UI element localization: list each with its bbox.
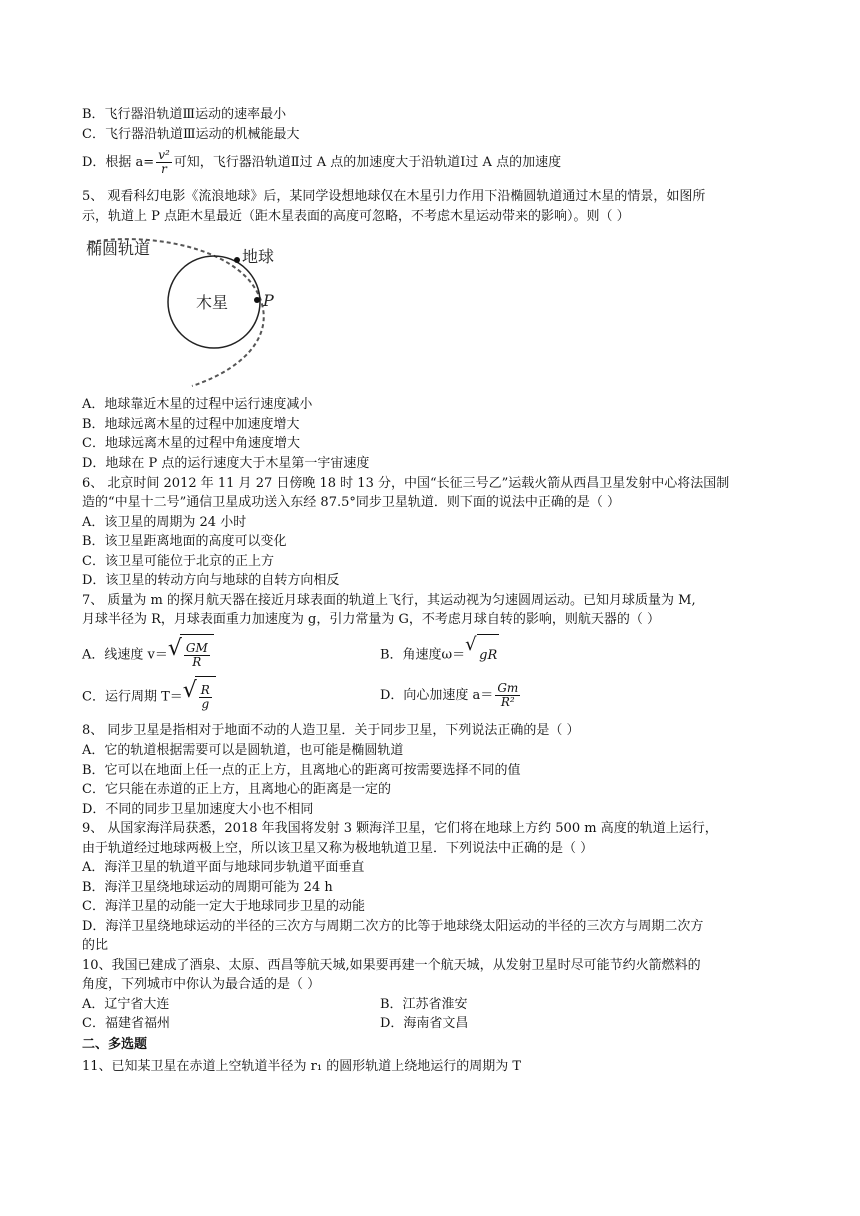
question-7-line-2: 月球半径为 R，月球表面重力加速度为 g，引力常量为 G，不考虑月球自转的影响，则航天器的（ ） bbox=[82, 612, 661, 627]
earth-label: 地球 bbox=[242, 247, 275, 266]
question-9-line-2: 由于轨道经过地球两极上空，所以该卫星又称为极地轨道卫星．下列说法中正确的是（ ） bbox=[82, 841, 594, 856]
question-8: 8、 同步卫星是指相对于地面不动的人造卫星．关于同步卫星，下列说法正确的是（ ） bbox=[82, 723, 580, 738]
orbit-label: 椭圆轨道 bbox=[86, 239, 151, 258]
q7-option-a: A．线速度 v＝ √ $\frac{GM}{R}$ bbox=[82, 634, 214, 676]
question-6-line-1: 6、 北京时间 2012 年 11 月 27 日傍晚 18 时 13 分，中国“长征三号乙”运载火箭从西昌卫星发射中心将法国制 bbox=[82, 476, 730, 491]
jupiter-label: 木星 bbox=[196, 293, 229, 312]
question-9-line-1: 9、 从国家海洋局获悉，2018 年我国将发射 3 颗海洋卫星，它们将在地球上方约 500 m 高度的轨道上运行， bbox=[82, 821, 718, 836]
q9-option-a: A．海洋卫星的轨道平面与地球同步轨道平面垂直 bbox=[82, 860, 365, 875]
option-c-prev: C．飞行器沿轨道Ⅲ运动的机械能最大 bbox=[82, 127, 300, 142]
earth-dot bbox=[234, 257, 240, 263]
q5-option-b: B．地球远离木星的过程中加速度增大 bbox=[82, 417, 300, 432]
q7-option-b: B．角速度ω＝ √ gR bbox=[380, 634, 499, 676]
q9-option-d-line-1: D．海洋卫星绕地球运动的半径的三次方与周期二次方的比等于地球绕太阳运动的半径的三次方与周期二次方 bbox=[82, 919, 704, 934]
q8-option-b: B．它可以在地面上任一点的正上方，且离地心的距离可按需要选择不同的值 bbox=[82, 763, 521, 778]
q5-option-d: D．地球在 P 点的运行速度大于木星第一宇宙速度 bbox=[82, 456, 370, 471]
q5-option-c: C．地球远离木星的过程中角速度增大 bbox=[82, 436, 300, 451]
q9-option-b: B．海洋卫星绕地球运动的周期可能为 24 h bbox=[82, 880, 333, 895]
q6-option-c: C．该卫星可能位于北京的正上方 bbox=[82, 554, 274, 569]
q7-option-c: C．运行周期 T＝ √ $\frac{R}{g}$ bbox=[82, 676, 216, 718]
q9-option-c: C．海洋卫星的动能一定大于地球同步卫星的动能 bbox=[82, 899, 365, 914]
jupiter-orbit-diagram bbox=[82, 228, 292, 388]
option-d-prev: D．根据 a= $\frac{\text{v²}}{r}$ 可知，飞行器沿轨道Ⅱ过 A 点的加速度大于沿轨道Ⅰ过 A 点的加速度 bbox=[82, 148, 562, 176]
q8-option-a: A．它的轨道根据需要可以是圆轨道，也可能是椭圆轨道 bbox=[82, 743, 404, 758]
section-heading-multiple-choice: 二、多选题 bbox=[82, 1037, 148, 1052]
question-6-line-2: 造的“中星十二号”通信卫星成功送入东经 87.5°同步卫星轨道．则下面的说法中正确的是（ ） bbox=[82, 495, 621, 510]
q10-option-a: A．辽宁省大连 bbox=[82, 997, 170, 1012]
q10-option-c: C．福建省福州 bbox=[82, 1016, 170, 1031]
question-11: 11、已知某卫星在赤道上空轨道半径为 r₁ 的圆形轨道上绕地运行的周期为 T bbox=[82, 1059, 522, 1074]
q10-option-d: D．海南省文昌 bbox=[380, 1016, 469, 1031]
question-10-line-1: 10、我国已建成了酒泉、太原、西昌等航天城,如果要再建一个航天城，从发射卫星时尽可能节约火箭燃料的 bbox=[82, 958, 701, 973]
q6-option-a: A．该卫星的周期为 24 小时 bbox=[82, 515, 247, 530]
q8-option-d: D．不同的同步卫星加速度大小也不相同 bbox=[82, 802, 314, 817]
q7-option-d: D．向心加速度 a＝ $\frac{Gm}{\text{R²}}$ bbox=[380, 681, 519, 709]
question-5-line-2: 示，轨道上 P 点距木星最近（距木星表面的高度可忽略，不考虑木星运动带来的影响）。则（ ） bbox=[82, 209, 630, 224]
question-7-line-1: 7、 质量为 m 的探月航天器在接近月球表面的轨道上飞行，其运动视为匀速圆周运动。已知月球质量为 M, bbox=[82, 593, 696, 608]
point-p-dot bbox=[254, 297, 260, 303]
q6-option-b: B．该卫星距离地面的高度可以变化 bbox=[82, 534, 287, 549]
q6-option-d: D．该卫星的转动方向与地球的自转方向相反 bbox=[82, 573, 340, 588]
question-5-line-1: 5、 观看科幻电影《流浪地球》后，某同学设想地球仅在木星引力作用下沿椭圆轨道通过木星的情景，如图所 bbox=[82, 189, 706, 204]
q8-option-c: C．它只能在赤道的正上方，且离地心的距离是一定的 bbox=[82, 782, 391, 797]
question-10-line-2: 角度，下列城市中你认为最合适的是（ ） bbox=[82, 977, 321, 992]
q9-option-d-line-2: 的比 bbox=[82, 938, 109, 953]
option-b-prev: B．飞行器沿轨道Ⅲ运动的速率最小 bbox=[82, 107, 287, 122]
q10-option-b: B．江苏省淮安 bbox=[380, 997, 468, 1012]
q5-option-a: A．地球靠近木星的过程中运行速度减小 bbox=[82, 397, 313, 412]
p-label: P bbox=[263, 291, 274, 310]
